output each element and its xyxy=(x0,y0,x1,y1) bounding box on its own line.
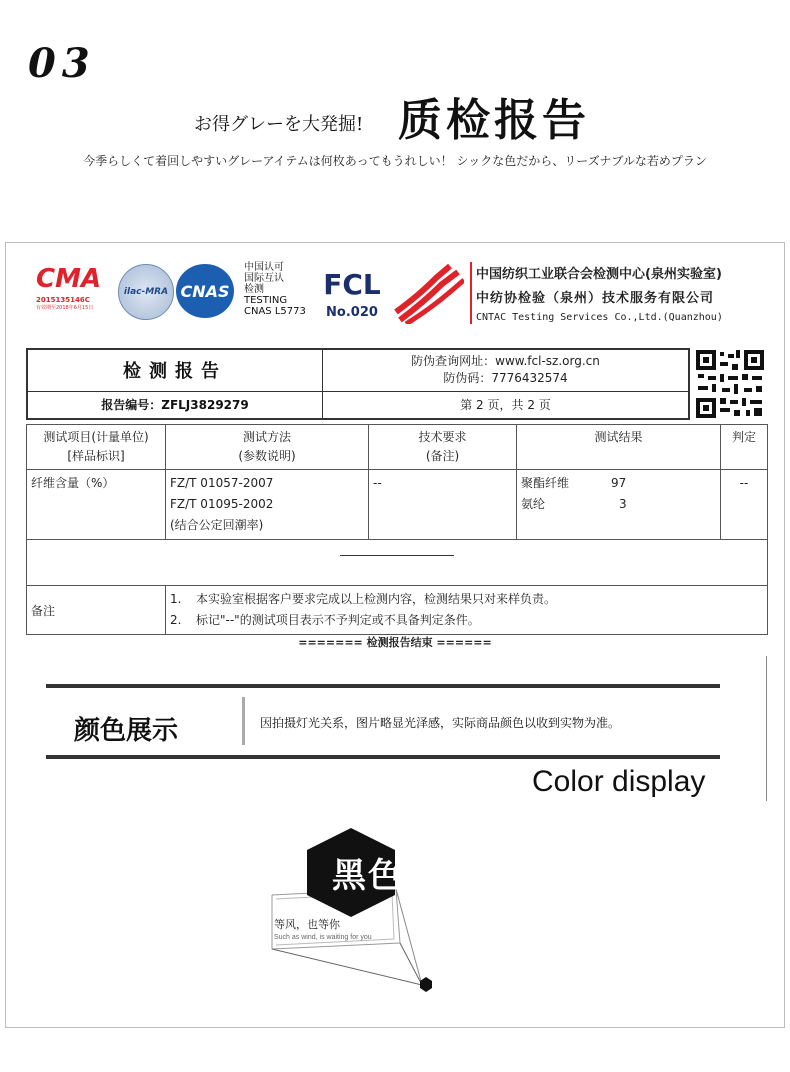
section-rule-bottom xyxy=(46,755,720,759)
header-text: 测试项目(计量单位) xyxy=(43,430,149,444)
logo-divider xyxy=(470,262,472,324)
fiber-name: 氨纶 xyxy=(521,497,546,511)
cma-logo xyxy=(36,266,106,311)
cnas-accreditation-text xyxy=(244,262,306,317)
japanese-heading: お得グレーを大発掘! xyxy=(194,114,364,135)
col-header-judgement: 判定 xyxy=(721,425,768,470)
org-name-line2: 中纺协检验（泉州）技术服务有限公司 xyxy=(476,291,715,306)
remarks-label: 备注 xyxy=(27,586,166,635)
query-site: 防伪查询网址：www.fcl-sz.org.cn xyxy=(411,354,600,369)
report-end-marker: ======= 检测报告结束 ====== xyxy=(298,636,492,649)
cntac-stripes-logo xyxy=(392,262,464,324)
method-standard: FZ/T 01095-2002 xyxy=(170,497,274,511)
col-header-method xyxy=(166,425,369,470)
cell-item: 纤维含量（%） xyxy=(27,470,166,540)
org-name-line1: 中国纺织工业联合会检测中心(泉州实验室) xyxy=(476,267,722,282)
section-rule-top xyxy=(46,684,720,688)
method-note: (结合公定回潮率) xyxy=(170,518,264,532)
test-results-table xyxy=(26,424,768,635)
cma-date: 有效期至2018年6月15日 xyxy=(36,305,94,311)
subtitle: 今季らしくて着回しやすいグレーアイテムは何枚あってもうれしい！ シックな色だから、リーズナブルな若めプラン xyxy=(83,154,707,168)
anti-fake-info xyxy=(323,349,690,391)
cnas-text-line: 检测 xyxy=(244,284,264,295)
header-subtext: (参数说明) xyxy=(238,449,296,463)
header-text: 测试方法 xyxy=(242,430,291,444)
cma-mark: CMA xyxy=(36,264,102,294)
cnas-text-line: 国际互认 xyxy=(244,273,284,284)
cma-number: 2015135146C xyxy=(36,296,90,304)
swatch-label: 黑色 xyxy=(332,856,404,896)
title-divider xyxy=(242,697,245,745)
cell-requirement: -- xyxy=(369,470,517,540)
org-name-english: CNTAC Testing Services Co.,Ltd.(Quanzhou) xyxy=(476,312,723,323)
cell-judgement: -- xyxy=(721,470,768,540)
cnas-text-line: 中国认可 xyxy=(244,262,284,273)
fiber-percent: 97 xyxy=(611,476,627,490)
remark-number: 2. xyxy=(170,613,182,627)
fcl-number: No.020 xyxy=(326,305,378,320)
fiber-percent: 3 xyxy=(619,497,627,511)
blank-row xyxy=(27,540,768,586)
remarks-content xyxy=(166,586,768,635)
report-number: 报告编号：ZFLJ3829279 xyxy=(27,391,323,419)
section-number: 03 xyxy=(28,40,96,87)
qr-code-icon xyxy=(694,348,766,420)
remark-text: 标记"--"的测试项目表示不予判定或不具备判定条件。 xyxy=(196,613,480,627)
method-standard: FZ/T 01057-2007 xyxy=(170,476,274,490)
cnas-text-line: CNAS L5773 xyxy=(244,306,306,317)
section-title: 颜色展示 xyxy=(74,716,179,746)
side-rule xyxy=(766,656,767,801)
remark-number: 1. xyxy=(170,592,182,606)
separator-line xyxy=(340,555,454,556)
cnas-logo: CNAS xyxy=(176,264,234,318)
anti-fake-code: 防伪码：7776432574 xyxy=(443,371,568,386)
header-subtext: (备注) xyxy=(425,449,460,463)
report-header-table xyxy=(26,348,690,420)
ilac-mra-logo: ilac-MRA xyxy=(118,264,174,320)
page-title: 质检报告 xyxy=(398,95,590,146)
header-subtext: [样品标识] xyxy=(67,449,125,463)
tag-text-cn: 等风，也等你 xyxy=(274,918,340,931)
header-text: 技术要求 xyxy=(418,430,467,444)
report-title: 检测报告 xyxy=(27,349,323,391)
cell-result xyxy=(517,470,721,540)
tag-text-en: Such as wind, is waiting for you xyxy=(274,934,372,941)
section-title-english: Color display xyxy=(532,765,706,798)
table-row xyxy=(27,470,768,540)
color-note: 因拍摄灯光关系，图片略显光泽感，实际商品颜色以收到实物为准。 xyxy=(260,716,621,730)
remark-text: 本实验室根据客户要求完成以上检测内容，检测结果只对来样负责。 xyxy=(196,592,557,606)
cell-method xyxy=(166,470,369,540)
fcl-logo: FCL xyxy=(323,268,381,301)
col-header-requirement xyxy=(369,425,517,470)
fiber-name: 聚酯纤维 xyxy=(521,476,570,490)
col-header-item xyxy=(27,425,166,470)
page-info: 第 2 页，共 2 页 xyxy=(323,391,690,419)
col-header-result: 测试结果 xyxy=(517,425,721,470)
cnas-text-line: TESTING xyxy=(244,295,288,306)
